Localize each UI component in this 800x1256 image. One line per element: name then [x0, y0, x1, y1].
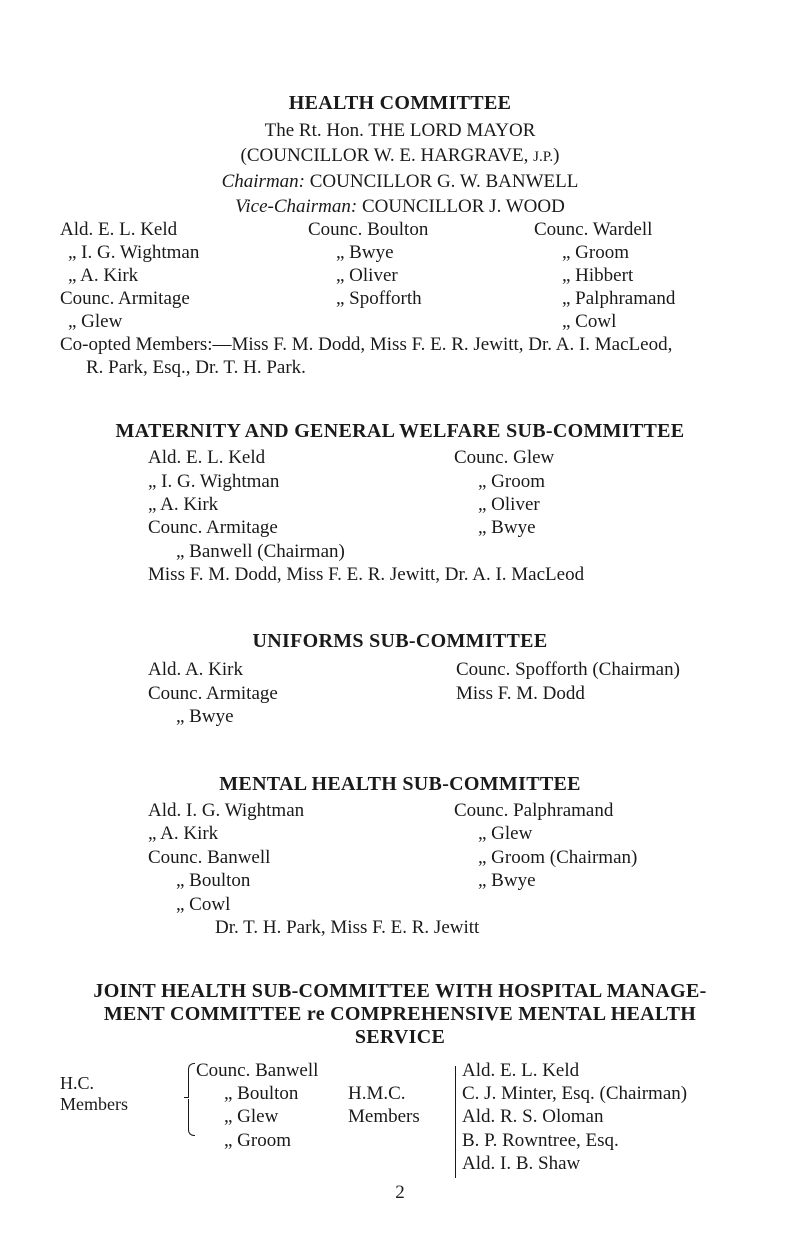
maternity-others-line: Miss F. M. Dodd, Miss F. E. R. Jewitt, Dr. A. I. MacLeod: [148, 564, 585, 585]
member-row: Counc. Armitage Miss F. M. Dodd: [148, 683, 585, 704]
health-committee-title: HEALTH COMMITTEE: [288, 92, 512, 114]
vice-chairman-line: Vice-Chairman: COUNCILLOR J. WOOD: [235, 196, 565, 217]
member-row: „ I. G. Wightman „ Groom: [148, 471, 546, 492]
member-row: „ Banwell (Chairman): [176, 541, 345, 562]
member-row: Counc. Banwell „ Groom (Chairman): [148, 847, 638, 868]
joint-subcommittee-title-line-2: MENT COMMITTEE re COMPREHENSIVE MENTAL HEALTH: [103, 1003, 697, 1025]
member-row: „ A. Kirk „ Oliver: [148, 494, 540, 515]
member-row: „ A. Kirk „ Glew: [148, 823, 533, 844]
list-item: „ Glew: [224, 1106, 279, 1127]
list-item: Ald. I. B. Shaw: [462, 1153, 581, 1174]
member-row: „ Cowl: [176, 894, 231, 915]
list-item: „ Groom: [224, 1130, 292, 1151]
list-item: Counc. Banwell: [196, 1060, 319, 1081]
member-row: Ald. I. G. Wightman Counc. Palphramand: [148, 800, 614, 821]
uniforms-subcommittee-title: UNIFORMS SUB-COMMITTEE: [252, 630, 548, 652]
member-row: Ald. E. L. Keld Counc. Glew: [148, 447, 555, 468]
coopted-members-line-2: R. Park, Esq., Dr. T. H. Park.: [86, 357, 306, 378]
hmc-members-label-line-1: H.M.C.: [348, 1083, 406, 1104]
member-row: „ Boulton „ Bwye: [176, 870, 536, 891]
list-item: „ Boulton: [224, 1083, 299, 1104]
maternity-subcommittee-title: MATERNITY AND GENERAL WELFARE SUB-COMMITTEE: [115, 420, 685, 442]
member-row: Counc. Armitage „ Spofforth „ Palphramand: [60, 288, 676, 309]
member-row: Ald. E. L. Keld Counc. Boulton Counc. Wardell: [60, 219, 653, 240]
chairman-line: Chairman: COUNCILLOR G. W. BANWELL: [221, 171, 579, 192]
coopted-members-line-1: Co-opted Members:—Miss F. M. Dodd, Miss F. E. R. Jewitt, Dr. A. I. MacLeod,: [60, 334, 673, 355]
joint-subcommittee-title-line-1: JOINT HEALTH SUB-COMMITTEE WITH HOSPITAL MANAGE-: [93, 980, 707, 1002]
mental-health-others-line: Dr. T. H. Park, Miss F. E. R. Jewitt: [215, 917, 480, 938]
member-row: „ Bwye: [176, 706, 234, 727]
hc-members-label-line-1: H.C.: [60, 1073, 95, 1093]
hc-members-label-line-2: Members: [60, 1094, 128, 1114]
page-number: 2: [395, 1182, 405, 1203]
hmc-members-label-line-2: Members: [348, 1106, 420, 1127]
councillor-hargrave-line: (COUNCILLOR W. E. HARGRAVE, J.P.): [240, 145, 560, 166]
list-item: B. P. Rowntree, Esq.: [462, 1130, 619, 1151]
lord-mayor-line: The Rt. Hon. THE LORD MAYOR: [264, 120, 536, 141]
list-item: Ald. R. S. Oloman: [462, 1106, 604, 1127]
member-row: „ Glew „ Cowl: [68, 311, 617, 332]
member-row: „ I. G. Wightman „ Bwye „ Groom: [68, 242, 630, 263]
member-row: „ A. Kirk „ Oliver „ Hibbert: [68, 265, 634, 286]
member-row: Ald. A. Kirk Counc. Spofforth (Chairman): [148, 659, 680, 680]
list-item: C. J. Minter, Esq. (Chairman): [462, 1083, 688, 1104]
mental-health-subcommittee-title: MENTAL HEALTH SUB-COMMITTEE: [219, 773, 581, 795]
joint-subcommittee-title-line-3: SERVICE: [354, 1026, 446, 1048]
list-item: Ald. E. L. Keld: [462, 1060, 580, 1081]
member-row: Counc. Armitage „ Bwye: [148, 517, 536, 538]
